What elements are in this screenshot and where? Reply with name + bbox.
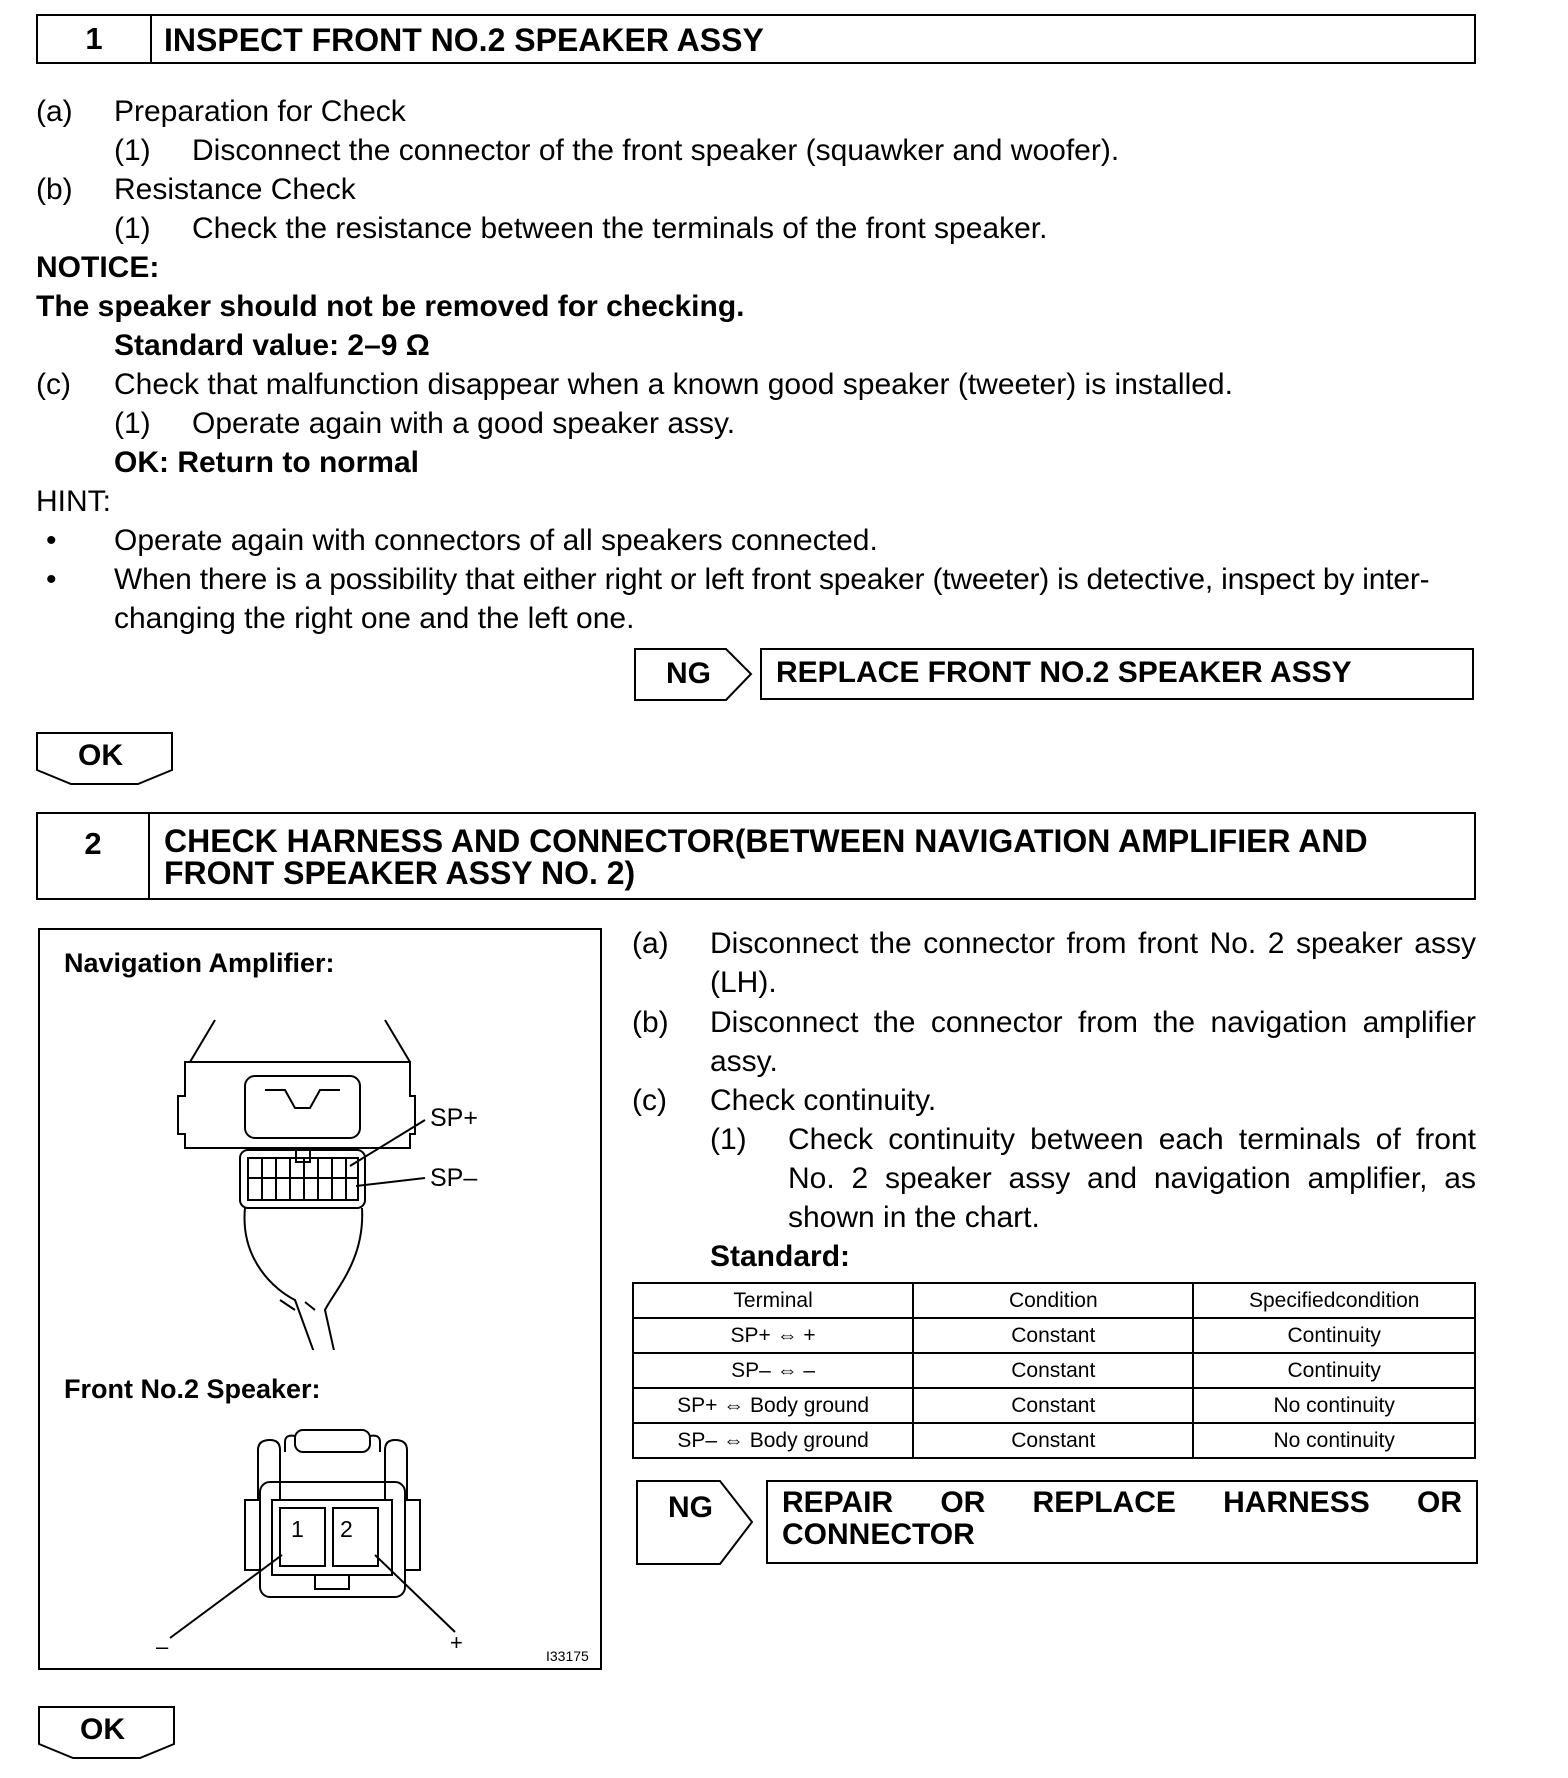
step1-ng-result bbox=[760, 648, 1474, 700]
step2-ng-result bbox=[766, 1480, 1478, 1564]
hint-bullet-1: • bbox=[46, 524, 57, 557]
ok-return-text: OK: Return to normal bbox=[114, 446, 419, 479]
table-cell: SP+ ⇔ Body ground bbox=[633, 1388, 913, 1423]
step1-a-text: Preparation for Check bbox=[114, 95, 406, 128]
connector-figure bbox=[38, 928, 602, 1670]
table-cell: Continuity bbox=[1193, 1318, 1475, 1353]
step2-number: 2 bbox=[38, 814, 150, 898]
step1-c1-text: Operate again with a good speaker assy. bbox=[192, 407, 736, 440]
step2-b-line1: Disconnect the connector from the navigation amplifier bbox=[710, 1006, 1476, 1039]
step1-number: 1 bbox=[38, 16, 152, 62]
standard-label: Standard: bbox=[710, 1240, 851, 1273]
step2-c1-line2: No. 2 speaker assy and navigation amplifier, as bbox=[788, 1162, 1476, 1195]
step1-header bbox=[36, 14, 1476, 64]
step2-ok-label: OK bbox=[80, 1713, 125, 1746]
step2-b-line2: assy. bbox=[710, 1045, 778, 1078]
hint-1: Operate again with connectors of all speakers connected. bbox=[114, 524, 878, 557]
hint-label: HINT: bbox=[36, 485, 111, 518]
table-header: Terminal bbox=[633, 1283, 913, 1318]
nav-amplifier-label: Navigation Amplifier: bbox=[64, 948, 335, 978]
notice-text: The speaker should not be removed for checking. bbox=[36, 290, 745, 323]
step1-a-marker: (a) bbox=[36, 95, 73, 128]
step1-b1-marker: (1) bbox=[114, 212, 151, 245]
table-row bbox=[633, 1388, 1475, 1423]
step2-b-marker: (b) bbox=[632, 1006, 669, 1039]
table-header: Specifiedcondition bbox=[1193, 1283, 1475, 1318]
table-row bbox=[633, 1353, 1475, 1388]
step2-ng-result-line2: CONNECTOR bbox=[782, 1518, 975, 1551]
step1-title: INSPECT FRONT NO.2 SPEAKER ASSY bbox=[164, 22, 764, 58]
table-cell: SP– ⇔ – bbox=[633, 1353, 913, 1388]
step1-c1-marker: (1) bbox=[114, 407, 151, 440]
table-cell: Constant bbox=[913, 1318, 1193, 1353]
step1-b-marker: (b) bbox=[36, 173, 73, 206]
sp-minus-label: SP– bbox=[430, 1164, 478, 1192]
hint-2-cont: changing the right one and the left one. bbox=[114, 602, 635, 635]
pin-2-label: 2 bbox=[340, 1516, 353, 1542]
step2-a-marker: (a) bbox=[632, 927, 669, 960]
step2-title-line1: CHECK HARNESS AND CONNECTOR(BETWEEN NAVIGATION AMPLIFIER AND bbox=[164, 823, 1368, 859]
sp-plus-label: SP+ bbox=[430, 1104, 478, 1132]
step2-ng-label: NG bbox=[668, 1491, 713, 1524]
step2-title-line2: FRONT SPEAKER ASSY NO. 2) bbox=[164, 855, 636, 891]
step2-c1-line1: Check continuity between each terminals of front bbox=[788, 1123, 1476, 1156]
continuity-table bbox=[632, 1282, 1476, 1459]
step1-ng-result-text: REPLACE FRONT NO.2 SPEAKER ASSY bbox=[776, 656, 1352, 689]
table-cell: Constant bbox=[913, 1423, 1193, 1458]
step1-c-text: Check that malfunction disappear when a known good speaker (tweeter) is installed. bbox=[114, 368, 1233, 401]
table-cell: Constant bbox=[913, 1353, 1193, 1388]
nav-amplifier-connector-drawing bbox=[40, 1010, 600, 1350]
table-cell: Constant bbox=[913, 1388, 1193, 1423]
front-speaker-label: Front No.2 Speaker: bbox=[64, 1374, 321, 1404]
table-cell: SP– ⇔ Body ground bbox=[633, 1423, 913, 1458]
standard-value: Standard value: 2–9 Ω bbox=[114, 329, 430, 362]
result-word: OR bbox=[1417, 1486, 1462, 1519]
hint-bullet-2: • bbox=[46, 563, 57, 596]
table-cell: Continuity bbox=[1193, 1353, 1475, 1388]
result-word: OR bbox=[940, 1486, 986, 1519]
step1-c-marker: (c) bbox=[36, 368, 71, 401]
step1-ok-label: OK bbox=[78, 739, 123, 772]
step2-header bbox=[36, 812, 1476, 900]
plus-terminal-label: + bbox=[450, 1630, 463, 1655]
table-cell: No continuity bbox=[1193, 1423, 1475, 1458]
step2-ng-result-line1 bbox=[782, 1488, 1462, 1518]
step1-ng-label: NG bbox=[666, 657, 711, 690]
notice-label: NOTICE: bbox=[36, 251, 160, 284]
result-word: REPLACE bbox=[1032, 1486, 1176, 1519]
step2-a-line1: Disconnect the connector from front No. 2 speaker assy bbox=[710, 927, 1476, 960]
table-header: Condition bbox=[913, 1283, 1193, 1318]
step2-a-line2: (LH). bbox=[710, 966, 777, 999]
result-word: HARNESS bbox=[1223, 1486, 1370, 1519]
step2-c1-line3: shown in the chart. bbox=[788, 1201, 1040, 1234]
step1-b1-text: Check the resistance between the terminals of the front speaker. bbox=[192, 212, 1048, 245]
step2-c-line1: Check continuity. bbox=[710, 1084, 937, 1117]
table-cell: SP+ ⇔ + bbox=[633, 1318, 913, 1353]
result-word: REPAIR bbox=[782, 1486, 894, 1519]
minus-terminal-label: – bbox=[156, 1634, 169, 1659]
step2-c1-marker: (1) bbox=[710, 1123, 747, 1156]
table-header-row bbox=[633, 1283, 1475, 1318]
figure-id: I33175 bbox=[546, 1648, 589, 1664]
step1-a1-marker: (1) bbox=[114, 134, 151, 167]
step2-c-marker: (c) bbox=[632, 1084, 667, 1117]
table-row bbox=[633, 1423, 1475, 1458]
step1-b-text: Resistance Check bbox=[114, 173, 356, 206]
speaker-connector-drawing bbox=[40, 1420, 600, 1660]
step1-a1-text: Disconnect the connector of the front speaker (squawker and woofer). bbox=[192, 134, 1120, 167]
table-cell: No continuity bbox=[1193, 1388, 1475, 1423]
hint-2: When there is a possibility that either right or left front speaker (tweeter) is detective, inspect by inter- bbox=[114, 563, 1430, 596]
pin-1-label: 1 bbox=[291, 1516, 304, 1542]
table-row bbox=[633, 1318, 1475, 1353]
